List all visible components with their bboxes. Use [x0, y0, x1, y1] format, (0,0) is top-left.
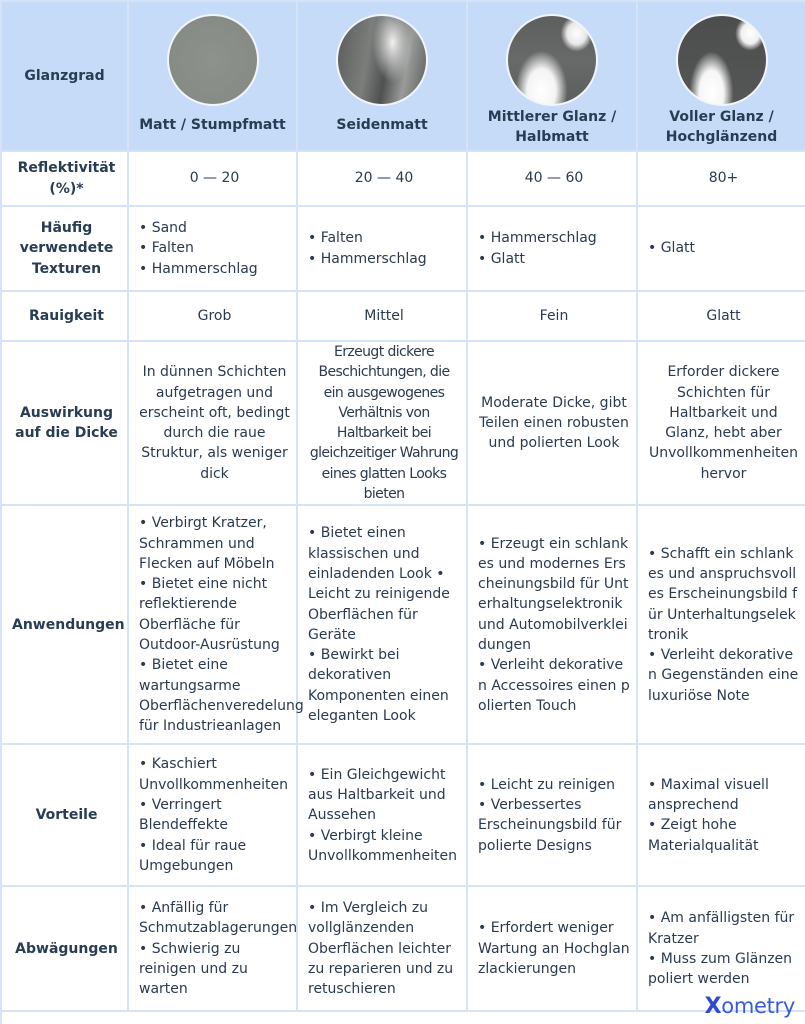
column-header-semi-gloss	[467, 1, 637, 151]
table-cell: Moderate Dicke, gibt Teilen einen robusten und polierten Look	[467, 341, 637, 505]
logo-text: ometry	[721, 994, 795, 1018]
table-cell	[637, 505, 805, 744]
table-cell	[128, 505, 304, 744]
list-item: • Falten	[308, 230, 363, 247]
list-item: • Hammerschlag	[139, 260, 258, 277]
column-header-high-gloss	[637, 1, 805, 151]
column-title-line: Halbmatt	[515, 129, 589, 145]
table-cell: 0 — 20	[128, 151, 297, 206]
table-cell	[637, 744, 805, 886]
thickness-row	[1, 341, 805, 505]
list-item: • Am anfälligsten für Kratzer	[648, 910, 795, 947]
list-item: • Erzeugt ein schlankes und modernes Erscheinungsbild für Unterhaltungselektronik und Automobilverkleidungen	[478, 535, 629, 654]
list-item: • Glatt	[478, 250, 526, 267]
list-item: • Verbirgt Kratzer, Schrammen und Flecken auf Möbeln	[139, 515, 275, 572]
table-cell	[297, 206, 467, 291]
row-label: Rauigkeit	[1, 291, 128, 341]
list-item: • Verleiht dekorativen Accessoires einen polierten Touch	[478, 657, 630, 714]
table-cell: Fein	[467, 291, 637, 341]
reflectivity-row	[1, 151, 805, 206]
table-cell: Grob	[128, 291, 297, 341]
list-item: • Bewirkt bei dekorativen Komponenten einen eleganten Look	[308, 647, 449, 725]
list-item: • Verringert Blendeffekte	[139, 797, 228, 834]
list-item: • Erfordert weniger Wartung an Hochglanzlackierungen	[478, 920, 630, 978]
row-label: Abwägungen	[1, 886, 128, 1011]
column-header-matt	[128, 1, 297, 151]
list-item: • Verbessertes Erscheinungsbild für polierte Designs	[478, 797, 622, 854]
roughness-row	[1, 291, 805, 341]
high-gloss-swatch-image	[676, 14, 768, 106]
matt-swatch-image	[167, 14, 259, 106]
list-item: • Bietet eine wartungsarme Oberflächenveredelung für Industrieanlagen	[139, 657, 304, 735]
header-row	[1, 1, 805, 151]
table-cell: Mittel	[297, 291, 467, 341]
list-item: • Zeigt hohe Materialqualität	[648, 817, 759, 854]
corner-label: Glanzgrad	[1, 1, 128, 151]
list-item: • Schwierig zu reinigen und zu warten	[139, 940, 248, 998]
row-label: Reflektivität (%)*	[1, 151, 128, 206]
table-cell: 20 — 40	[297, 151, 467, 206]
list-item: • Hammerschlag	[308, 250, 427, 267]
list-item: • Hammerschlag	[478, 230, 597, 247]
table-cell	[467, 744, 637, 886]
list-item: • Anfällig für Schmutzablagerungen	[139, 900, 298, 937]
table-cell: Glatt	[637, 291, 805, 341]
table-cell	[467, 206, 637, 291]
table-cell	[297, 505, 467, 744]
row-label: Anwendungen	[1, 505, 128, 744]
list-item: • Kaschiert Unvollkommenheiten	[139, 756, 289, 793]
table-cell	[128, 744, 297, 886]
list-item: • Maximal visuell ansprechend	[648, 776, 769, 814]
table-cell	[128, 206, 297, 291]
column-title: Matt / Stumpfmatt	[139, 117, 286, 133]
xometry-x-icon: X	[704, 994, 722, 1019]
list-item: • Glatt	[648, 240, 696, 257]
list-item: • Bietet einen klassischen und einladenden Look • Leicht zu reinigende Oberflächen für Geräte	[308, 525, 450, 643]
applications-row	[1, 505, 805, 744]
table-cell: 40 — 60	[467, 151, 637, 206]
semi-gloss-swatch-image	[506, 14, 598, 106]
xometry-logo	[705, 994, 795, 1019]
column-title-line: Hochglänzend	[665, 129, 778, 145]
list-item: • Muss zum Glänzen poliert werden	[648, 950, 793, 988]
satin-swatch-image	[336, 14, 428, 106]
list-item: • Ein Gleichgewicht aus Haltbarkeit und Aussehen	[308, 766, 446, 824]
table-cell	[637, 206, 805, 291]
table-cell: Erzeugt dickere Beschichtungen, die ein ausgewogenes Verhältnis von Haltbarkeit bei gleichzeitiger Wahrung eines glatten Looks bieten	[297, 341, 467, 505]
list-item: • Sand	[139, 220, 187, 237]
list-item: • Leicht zu reinigen	[478, 776, 616, 793]
table-cell: 80+	[637, 151, 805, 206]
column-title	[472, 105, 632, 149]
advantages-row	[1, 744, 805, 886]
column-title: Seidenmatt	[336, 117, 428, 133]
list-item: • Bietet eine nicht reflektierende Oberfläche für Outdoor-Ausrüstung	[139, 576, 280, 654]
list-item: • Verbirgt kleine Unvollkommenheiten	[308, 827, 458, 864]
footer	[0, 987, 805, 1024]
table-cell	[467, 505, 637, 744]
column-title	[642, 105, 801, 149]
table-cell	[297, 744, 467, 886]
list-item: • Falten	[139, 240, 194, 257]
table-cell: Erforder dickere Schichten für Haltbarkeit und Glanz, hebt aber Unvollkommenheiten hervor	[637, 341, 805, 505]
row-label: Auswirkung auf die Dicke	[1, 341, 128, 505]
list-item: • Im Vergleich zu vollglänzenden Oberflächen leichter zu reparieren und zu retuschieren	[308, 900, 454, 998]
textures-row	[1, 206, 805, 291]
column-header-satin	[297, 1, 467, 151]
row-label: Häufig verwendete Texturen	[1, 206, 128, 291]
list-item: • Ideal für raue Umgebungen	[139, 837, 247, 874]
column-title-line: Voller Glanz /	[669, 109, 774, 125]
list-item: • Schafft ein schlankes und anspruchsvolles Erscheinungsbild für Unterhaltungselektronik	[648, 545, 798, 643]
column-title-line: Mittlerer Glanz /	[487, 109, 617, 125]
list-item: • Verleiht dekorativen Gegenständen eine luxuriöse Note	[648, 647, 799, 704]
row-label: Vorteile	[1, 744, 128, 886]
table-cell: In dünnen Schichten aufgetragen und erscheint oft, bedingt durch die raue Struktur, als weniger dick	[128, 341, 297, 505]
